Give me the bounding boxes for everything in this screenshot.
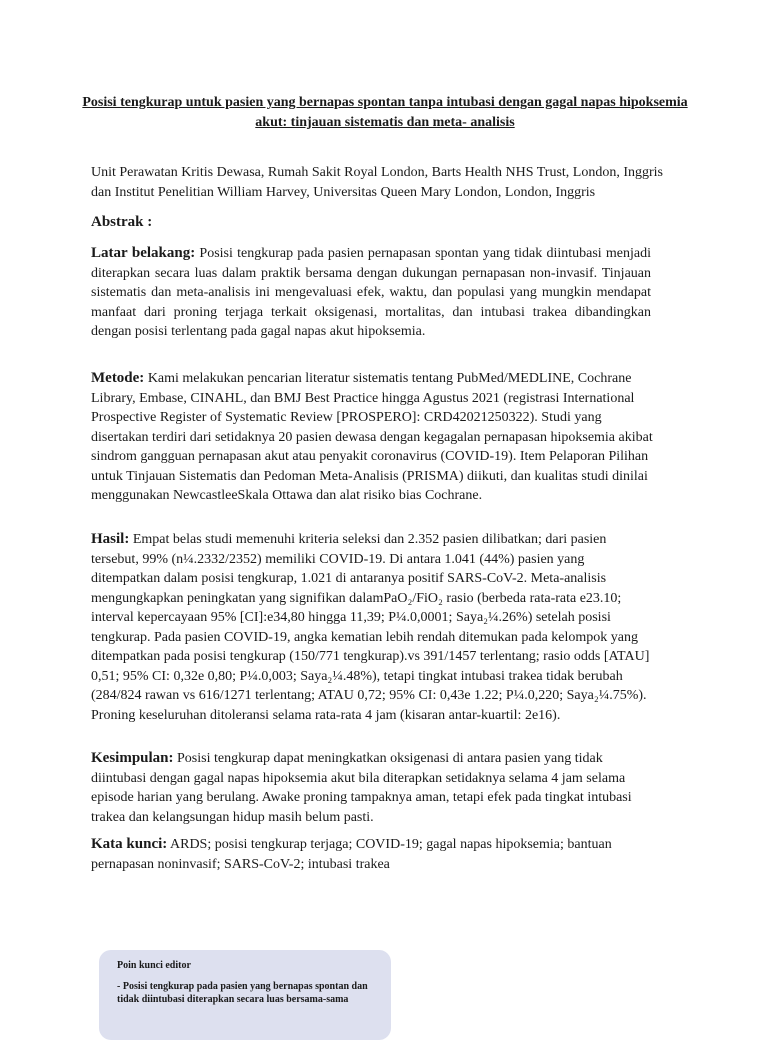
editor-box-point: - Posisi tengkurap pada pasien yang bernapas spontan dan tidak diintubasi diterapkan secara luas bersama-sama bbox=[117, 981, 368, 1005]
section-conclusion-text: Posisi tengkurap dapat meningkatkan oksigenasi di antara pasien yang tidak diintubasi dengan gagal napas hipoksemia akut bila diterapkan setidaknya selama 4 jam selama episode harian yang berulang. Awake proning tampaknya aman, tetapi efek pada tingkat intubasi trakea dan kelangsungan hidup masih belum pasti. bbox=[91, 751, 632, 825]
section-keywords-label: Kata kunci: bbox=[91, 836, 168, 852]
abstract-heading: Abstrak : bbox=[91, 214, 153, 230]
section-keywords-text: ARDS; posisi tengkurap terjaga; COVID-19; gagal napas hipoksemia; bantuan pernapasan noninvasif; SARS-CoV-2; intubasi trakea bbox=[91, 837, 612, 872]
section-results-label: Hasil: bbox=[91, 531, 130, 547]
section-background bbox=[91, 244, 651, 342]
article-title: Posisi tengkurap untuk pasien yang bernapas spontan tanpa intubasi dengan gagal napas hipoksemia akut: tinjauan sistematis dan meta- analisis bbox=[82, 95, 688, 130]
section-conclusion bbox=[91, 749, 651, 827]
section-conclusion-label: Kesimpulan: bbox=[91, 750, 174, 766]
section-methods bbox=[91, 369, 653, 506]
section-methods-text: Kami melakukan pencarian literatur sistematis tentang PubMed/MEDLINE, Cochrane Library, Embase, CINAHL, dan BMJ Best Practice hingga Agustus 2021 (registrasi International Prospective Register of Systematic Review [PROSPERO]: CRD42021250322). Studi yang disertakan terdiri dari setidaknya 20 pasien dewasa dengan kegagalan pernapasan hipoksemia akibat sindrom gangguan pernapasan akut atau penyakit coronavirus (COVID-19). Item Pelaporan Pilihan untuk Tinjauan Sistematis dan Pedoman Meta-Analisis (PRISMA) diikuti, dan kualitas studi dinilai menggunakan NewcastleeSkala Ottawa dan alat risiko bias Cochrane. bbox=[91, 371, 653, 503]
section-results-text: Empat belas studi memenuhi kriteria seleksi dan 2.352 pasien dilibatkan; dari pasien tersebut, 99% (n¼.2332/2352) memiliki COVID-19. Di antara 1.041 (44%) pasien yang ditempatkan dalam posisi tengkurap, 1.021 di antaranya positif SARS-CoV-2. Meta-analisis mengungkapkan peningkatan yang signifikan dalamPaO₂/FiO₂ rasio (berbeda rata-rata e23.10; interval kepercayaan 95% [CI]:e34,80 hingga 11,39; P¼.0,0001; Saya₂¼.26%) setelah posisi tengkurap. Pada pasien COVID-19, angka kematian lebih rendah ditemukan pada kelompok yang ditempatkan pada posisi tengkurap (150/771 tengkurap).vs 391/1457 terlentang; rasio odds [ATAU] 0,51; 95% CI: 0,32e 0,80; P¼.0,003; Saya₂¼.48%), tetapi tingkat intubasi trakea tidak berubah (284/824 rawan vs 616/1271 terlentang; ATAU 0,72; 95% CI: 0,43e 1.22; P¼.0,220; Saya₂¼.75%). Proning keseluruhan ditoleransi selama rata-rata 4 jam (kisaran antar-kuartil: 2e16). bbox=[91, 532, 650, 723]
section-results bbox=[91, 530, 653, 725]
editor-key-points-box bbox=[99, 950, 391, 1040]
section-methods-label: Metode: bbox=[91, 370, 145, 386]
section-keywords bbox=[91, 835, 653, 874]
author-affiliation: Unit Perawatan Kritis Dewasa, Rumah Sakit Royal London, Barts Health NHS Trust, London, Inggris dan Institut Penelitian William Harvey, Universitas Queen Mary London, London, Inggris bbox=[91, 165, 664, 200]
editor-box-title: Poin kunci editor bbox=[117, 960, 191, 971]
section-background-label: Latar belakang: bbox=[91, 245, 196, 261]
section-background-text: Posisi tengkurap pada pasien pernapasan spontan yang tidak diintubasi menjadi diterapkan secara luas dalam praktik bersama dengan dukungan pernapasan non-invasif. Tinjauan sistematis dan meta-analisis ini mengevaluasi efek, waktu, dan populasi yang mungkin mendapat manfaat dari proning terjaga terkait oksigenasi, mortalitas, dan intubasi trakea dibandingkan dengan posisi terlentang pada gagal napas akut hipoksemia. bbox=[91, 246, 652, 339]
